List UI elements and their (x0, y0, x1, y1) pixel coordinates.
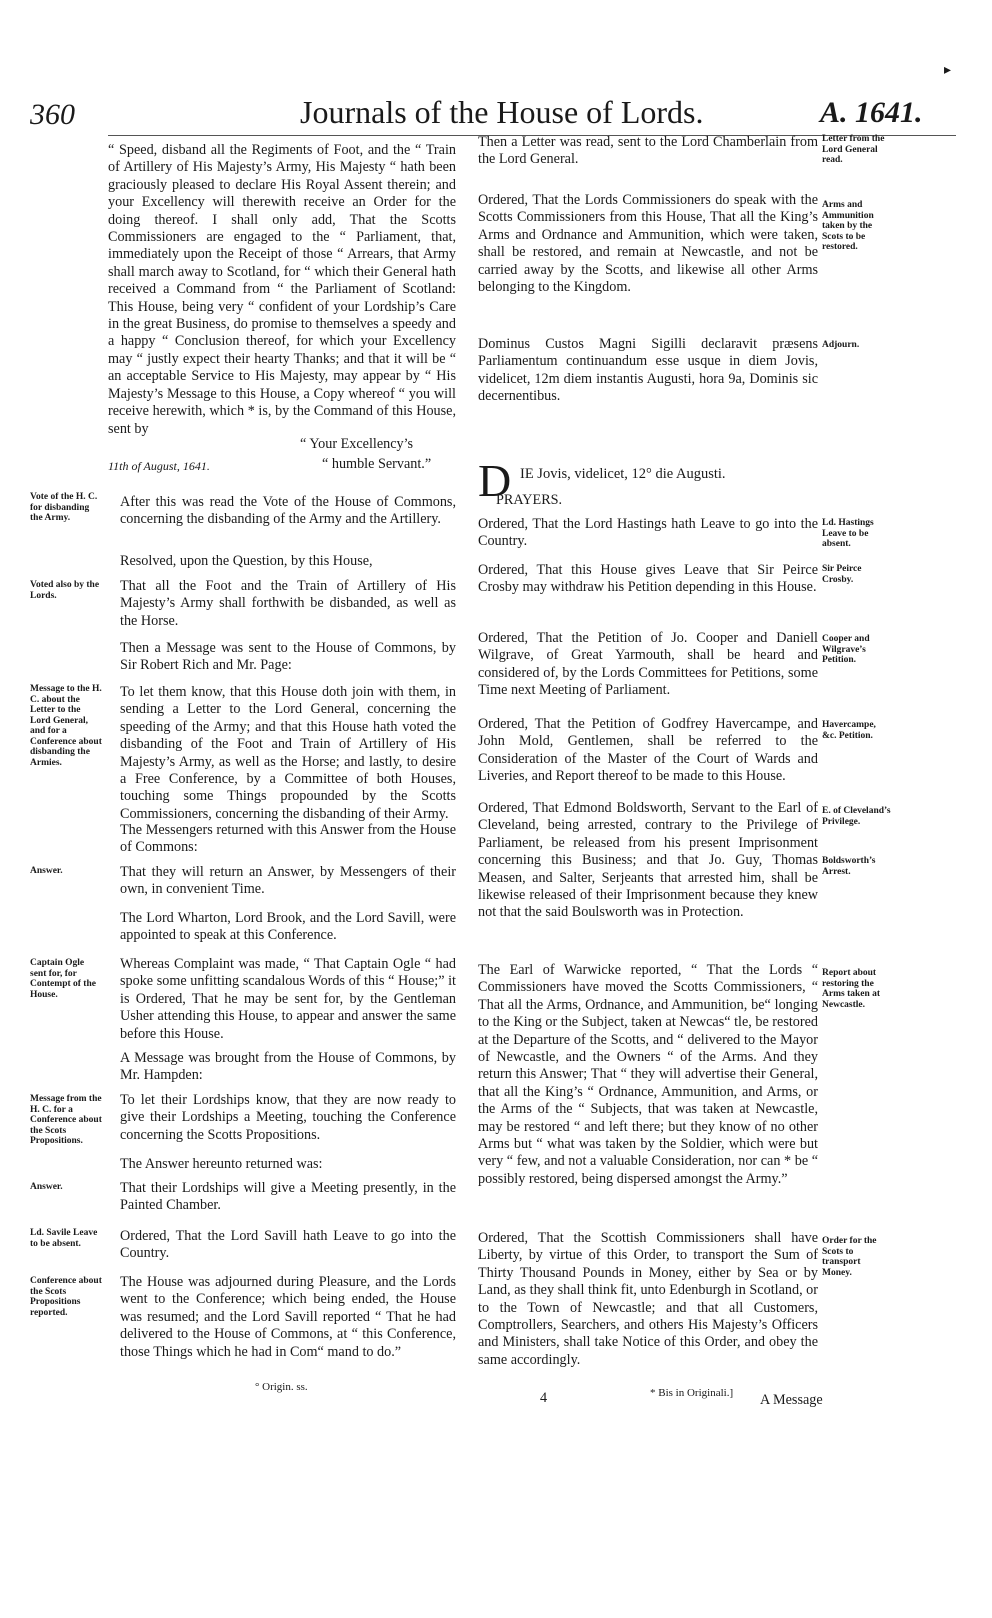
margin-note-letter: Letter from the Lord General read. (822, 134, 885, 165)
margin-note-message: Message to the H. C. about the Letter to the Lord General, and for a Conference about disbanding the Armies. (30, 684, 102, 768)
margin-note-adjourn: Adjourn. (822, 340, 860, 350)
margin-note-havercampe: Havercampe, &c. Petition. (822, 720, 876, 741)
para-cooper: Ordered, That the Petition of Jo. Cooper and Daniell Wilgrave, of Great Yarmouth, shall be heard and considered of, by the Lords Committees for Petitions, some Time next Meeting of Parliament. (478, 630, 818, 699)
para-vote: After this was read the Vote of the House of Commons, concerning the disbanding of the Army and the Artillery. (120, 494, 456, 528)
margin-note-arms: Arms and Ammunition taken by the Scots to be restored. (822, 200, 874, 252)
para-letter-read: Then a Letter was read, sent to the Lord Chamberlain from the Lord General. (478, 134, 818, 168)
para-painted-chamber: That their Lordships will give a Meeting presently, in the Painted Chamber. (120, 1180, 456, 1214)
para-wharton: The Lord Wharton, Lord Brook, and the Lord Savill, were appointed to speak at this Conference. (120, 910, 456, 944)
para-toletthem: To let them know, that this House doth join with them, in sending a Letter to the Lord General, concerning the speeding of the Army; and that this House hath voted the disbanding of the Foot and Train of Artillery of His Majesty’s Army, as well as the Horse; and lastly, to desire a Free Conference, by a Committee of both Houses, touching some Things propounded by the Scotts Commissioners, concerning the disbanding of their Army. (120, 684, 456, 822)
para-hastings: Ordered, That the Lord Hastings hath Leave to go into the Country. (478, 516, 818, 550)
margin-note-ogle: Captain Ogle sent for, for Contempt of the House. (30, 958, 96, 1000)
footnote-origin: ° Origin. ss. (255, 1381, 308, 1393)
margin-note-hastings: Ld. Hastings Leave to be absent. (822, 518, 874, 549)
para-resolved: Resolved, upon the Question, by this House, (120, 553, 373, 569)
para-warwicke: The Earl of Warwicke reported, “ That the Lords “ Commissioners have moved the Scotts Commissioners, “ That all the Arms, Ordnance, and Ammunition, be“ longing to the King or the Subject, taken at Newcas“ tle, be restored at the Departure of the Scotts, and “ delivered to the Mayor of Newcastle, and the Owners “ of the Arms. And they return this Answer; That “ they will advertise their General, that all the King’s “ Ordnance, Ammunition, and Arms, or the Arms of the “ Subjects, that was taken at Newcastle, may be restored “ and left there; but they know of no other Arms but “ what was taken by the Soldier, which were but very “ few, and not a valuable Consideration, nor can * be “ possibly restored, being dispersed amongst the Army.” (478, 962, 818, 1187)
footnote-bis: * Bis in Originali.] (650, 1387, 734, 1399)
margin-note-report: Report about restoring the Arms taken at Newcastle. (822, 968, 881, 1010)
catchword: A Message (760, 1392, 823, 1408)
margin-note-message-hc: Message from the H. C. for a Conference about the Scots Propositions. (30, 1094, 102, 1146)
para-message: Then a Message was sent to the House of Commons, by Sir Robert Rich and Mr. Page: (120, 640, 456, 674)
page-year: A. 1641. (820, 96, 923, 129)
page-title: Journals of the House of Lords. (300, 94, 704, 130)
para-dominus: Dominus Custos Magni Sigilli declaravit præsens Parliamentum continuandum esse usque in diem Jovis, videlicet, 12m diem instantis Augusti, hora 9a, Dominis sic decernentibus. (478, 336, 818, 405)
prayers-heading: PRAYERS. (496, 492, 563, 508)
para-toletlords: To let their Lordships know, that they are now ready to give their Lordships a Meeting, touching the Conference concerning the Scotts Propositions. (120, 1092, 456, 1143)
letter-signature-2: “ humble Servant.” (322, 456, 432, 472)
margin-note-arrest: Boldsworth’s Arrest. (822, 856, 876, 877)
para-adjourned: The House was adjourned during Pleasure, and the Lords went to the Conference; which being ended, the House was resumed; and the Lord Savill reported “ That he had delivered to the House of Commons, at “ this Conference, those Things which he had in Com“ mand to do.” (120, 1274, 456, 1360)
margin-note-crosby: Sir Peirce Crosby. (822, 564, 862, 585)
para-savill: Ordered, That the Lord Savill hath Leave to go into the Country. (120, 1228, 456, 1262)
para-foot: That all the Foot and the Train of Artillery of His Majesty’s Army shall forthwith be disbanded, as well as the Horse. (120, 578, 456, 629)
para-answer-1: That they will return an Answer, by Messengers of their own, in convenient Time. (120, 864, 456, 898)
margin-note-vote: Vote of the H. C. for disbanding the Army. (30, 492, 98, 523)
day-heading: IE Jovis, videlicet, 12° die Augusti. (520, 466, 726, 482)
margin-note-voted-lords: Voted also by the Lords. (30, 580, 100, 601)
margin-note-cleveland: E. of Cleveland’s Privilege. (822, 806, 891, 827)
para-ogle: Whereas Complaint was made, “ That Captain Ogle “ had spoke some unfitting scandalous Words of this “ House;” it is Ordered, That he may be sent for, by the Gentleman Usher attending this House, to appear and answer the same before this House. (120, 956, 456, 1042)
para-boldsworth: Ordered, That Edmond Boldsworth, Servant to the Earl of Cleveland, being arrested, contrary to the Privilege of Parliament, be released from his present Imprisonment concerning this Business; and that Jo. Guy, Thomas Measen, and Salter, Serjeants that arrested him, shall be likewise released of their Imprisonment because they knew not that the said Boulsworth was in Protection. (478, 800, 818, 921)
para-hampden: A Message was brought from the House of Commons, by Mr. Hampden: (120, 1050, 456, 1084)
letter-date: 11th of August, 1641. (108, 459, 210, 473)
margin-note-savile: Ld. Savile Leave to be absent. (30, 1228, 98, 1249)
para-crosby: Ordered, That this House gives Leave that Sir Peirce Crosby may withdraw his Petition depending in this House. (478, 562, 818, 596)
drop-cap: D (478, 455, 512, 506)
margin-note-answer-1: Answer. (30, 866, 63, 876)
para-scottish: Ordered, That the Scottish Commissioners shall have Liberty, by virtue of this Order, to transport the Sum of Thirty Thousand Pounds in Money, either by Sea or by Land, as they shall think fit, unto Edenburgh in Scotland, or to the Town of Newcastle; and that all Customers, Comptrollers, Searchers, and others His Majesty’s Officers and Ministers, shall take Notice of this Order, and obey the same accordingly. (478, 1230, 818, 1368)
para-havercampe: Ordered, That the Petition of Godfrey Havercampe, and John Mold, Gentlemen, shall be referred to the Consideration of the Master of the Court of Wards and Liveries, and Report thereof to be made to this House. (478, 716, 818, 785)
page-number: 360 (30, 98, 75, 131)
letter-signature-1: “ Your Excellency’s (300, 436, 414, 452)
margin-note-answer-2: Answer. (30, 1182, 63, 1192)
para-arms: Ordered, That the Lords Commissioners do speak with the Scotts Commissioners from this House, That all the King’s Arms and Ordnance and Ammunition, which were taken, shall be restored, and remain at Newcastle, and not be carried away by the Scotts, and likewise all other Arms belonging to the Kingdom. (478, 192, 818, 296)
letter-text: “ Speed, disband all the Regiments of Foot, and the “ Train of Artillery of His Majesty’s Army, His Majesty “ hath been graciously pleased to declare His Royal Assent therein; and your Excellency will therewith receive an Order for the doing thereof. I shall only add, That the Scotts Commissioners are engaged to the “ Parliament, that, immediately upon the Receipt of those “ Arrears, that Army shall march away to Scotland, for “ which their General hath received a Command from “ the Parliament of Scotland: This House, being very “ confident of your Lordship’s Care in the great Business, do promise to themselves a speedy and a happy “ Conclusion thereof, for which your Excellency may “ justly expect their hearty Thanks; and that it will be “ an acceptable Service to His Majesty, may appear by “ His Majesty’s Message to this House, a Copy whereof “ you will receive herewith, which * is, by the Command of this House, sent by (108, 142, 456, 437)
margin-note-money: Order for the Scots to transport Money. (822, 1236, 877, 1278)
signature-mark: 4 (540, 1390, 548, 1406)
margin-note-cooper: Cooper and Wilgrave’s Petition. (822, 634, 870, 665)
para-answer-returned: The Answer hereunto returned was: (120, 1156, 323, 1172)
margin-note-conference: Conference about the Scots Propositions reported. (30, 1276, 102, 1318)
corner-mark: ▸ (944, 63, 952, 78)
para-messengers: The Messengers returned with this Answer from the House of Commons: (120, 822, 456, 856)
